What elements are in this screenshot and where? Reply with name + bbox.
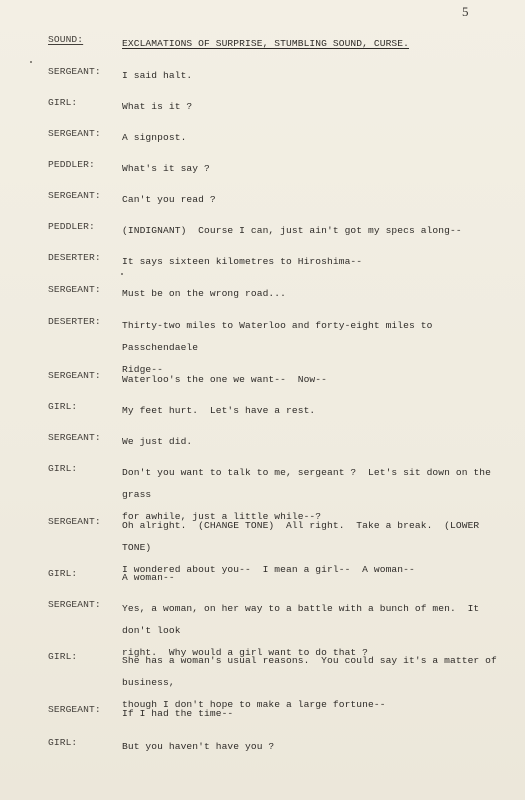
speaker-label: SERGEANT: [48,284,101,295]
dialogue-text: She has a woman's usual reasons. You could say it's a matter of business, though I don't hope to make a large fortune-- [122,655,497,710]
speaker-label: GIRL: [48,568,78,579]
speaker-label: SERGEANT: [48,704,101,715]
stray-mark [121,273,123,275]
dialogue-text: We just did. [122,436,193,447]
dialogue-text: Don't you want to talk to me, sergeant ? Let's sit down on the grass for awhile, just a little while--? [122,467,492,522]
dialogue-text: Thirty-two miles to Waterloo and forty-eight miles to Passchendaele Ridge-- [122,320,433,375]
speaker-label: SERGEANT: [48,190,101,201]
speaker-label: GIRL: [48,97,78,108]
speaker-label: SOUND: [48,34,84,45]
dialogue-text: A signpost. [122,132,187,143]
dialogue-text: (INDIGNANT) Course I can, just ain't got my specs along-- [122,225,462,236]
dialogue-text: What is it ? [122,101,193,112]
sound-cue-text: EXCLAMATIONS OF SURPRISE, STUMBLING SOUND, CURSE. [122,38,410,49]
dialogue-text: A woman-- [122,572,175,583]
dialogue-text: Yes, a woman, on her way to a battle with a bunch of men. It don't look right. Why would a girl want to do that ? [122,603,480,658]
speaker-label: PEDDLER: [48,159,95,170]
speaker-label: PEDDLER: [48,221,95,232]
stray-mark [30,61,32,63]
dialogue-text: But you haven't have you ? [122,741,275,752]
speaker-label: SERGEANT: [48,516,101,527]
speaker-label: GIRL: [48,737,78,748]
dialogue-text: I said halt. [122,70,193,81]
speaker-label: DESERTER: [48,316,101,327]
speaker-label: SERGEANT: [48,599,101,610]
speaker-label: SERGEANT: [48,66,101,77]
dialogue-text: Must be on the wrong road... [122,288,287,299]
dialogue-text: Oh alright. (CHANGE TONE) All right. Take a break. (LOWER TONE) I wondered about you-- I mean a girl-- A woman-- [122,520,480,575]
speaker-label: SERGEANT: [48,432,101,443]
page-number: 5 [462,4,469,19]
speaker-label: GIRL: [48,651,78,662]
dialogue-text: It says sixteen kilometres to Hiroshima-- [122,256,363,267]
speaker-label: SERGEANT: [48,128,101,139]
dialogue-text: What's it say ? [122,163,210,174]
dialogue-text: My feet hurt. Let's have a rest. [122,405,316,416]
dialogue-text: Can't you read ? [122,194,216,205]
dialogue-text: Waterloo's the one we want-- Now-- [122,374,328,385]
dialogue-text: If I had the time-- [122,708,234,719]
speaker-label: GIRL: [48,401,78,412]
speaker-label: GIRL: [48,463,78,474]
speaker-label: SERGEANT: [48,370,101,381]
speaker-label: DESERTER: [48,252,101,263]
